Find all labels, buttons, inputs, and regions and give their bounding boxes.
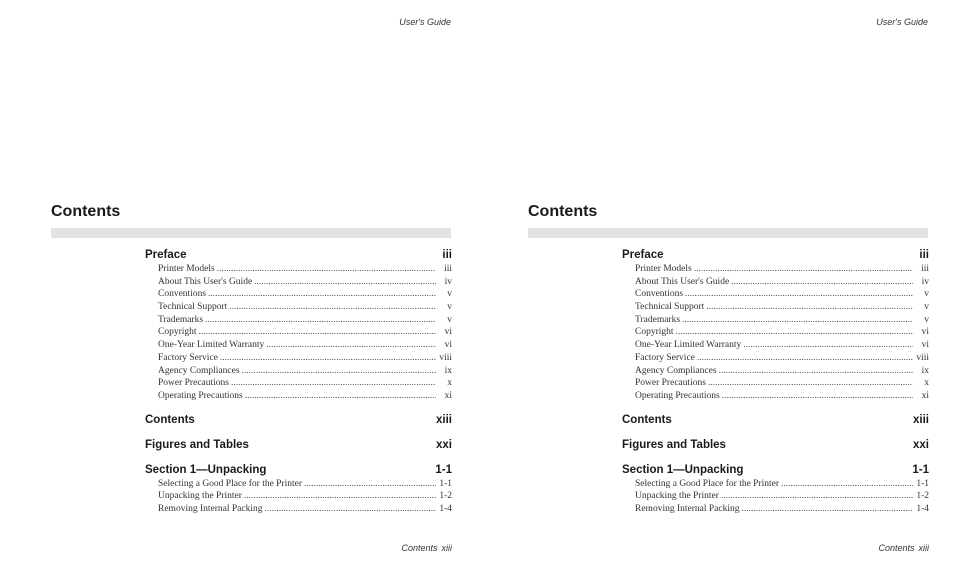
toc-entry-page: iv (921, 276, 929, 287)
dot-leader (731, 276, 913, 289)
toc-entry[interactable] (622, 339, 929, 352)
page-footer (401, 543, 452, 553)
toc-entry-title: Removing Internal Packing (158, 503, 263, 514)
dot-leader (266, 339, 436, 352)
dot-leader (220, 352, 436, 365)
title-rule (51, 228, 451, 238)
dot-leader (217, 263, 436, 276)
dot-leader (676, 326, 913, 339)
toc-entry-title: Unpacking the Printer (158, 491, 242, 502)
toc-section-title: Preface (145, 249, 187, 261)
toc-entry[interactable] (622, 365, 929, 378)
toc-entry-page: iv (444, 276, 452, 287)
title-rule (528, 228, 928, 238)
toc-entry-page: 1-4 (439, 503, 452, 514)
toc-section-heading[interactable] (145, 462, 452, 478)
toc-section-title: Preface (622, 249, 664, 261)
footer-page-number: xiii (441, 543, 452, 553)
page-right (477, 0, 954, 580)
toc-entry-title: Conventions (158, 289, 207, 300)
toc-entry[interactable] (145, 263, 452, 276)
toc-section-page: xiii (436, 413, 452, 426)
dot-leader (743, 339, 913, 352)
toc-section-heading[interactable] (145, 247, 452, 263)
toc-entry-title: Factory Service (635, 352, 695, 363)
toc-section-heading[interactable] (145, 437, 452, 453)
toc-entry-title: Copyright (635, 327, 674, 338)
toc-entry-page: xi (444, 390, 452, 401)
toc-entry[interactable] (145, 288, 452, 301)
toc-entry[interactable] (622, 263, 929, 276)
toc-entry-title: Factory Service (158, 352, 218, 363)
toc-entry-title: Removing Internal Packing (635, 503, 740, 514)
dot-leader (254, 276, 436, 289)
toc-section-title: Section 1—Unpacking (622, 463, 744, 476)
toc-entry-page: v (447, 302, 452, 313)
dot-leader (694, 263, 913, 276)
dot-leader (242, 365, 436, 378)
toc-entry-title: One-Year Limited Warranty (158, 340, 265, 351)
running-header: User's Guide (876, 17, 928, 27)
footer-page-number: xiii (918, 543, 929, 553)
toc-entry-page: v (924, 314, 929, 325)
toc-entry[interactable] (145, 276, 452, 289)
toc-entry-page: xi (921, 390, 929, 401)
toc-entry[interactable] (145, 301, 452, 314)
toc-section-page: iii (442, 249, 452, 261)
dot-leader (719, 365, 913, 378)
toc-entry-title: Operating Precautions (158, 390, 243, 401)
toc-entry-page: v (447, 314, 452, 325)
toc-entry[interactable] (622, 276, 929, 289)
toc-entry[interactable] (145, 339, 452, 352)
dot-leader (245, 390, 436, 403)
toc-section-title: Figures and Tables (622, 438, 726, 451)
footer-label: Contents (401, 543, 438, 553)
toc-section-title: Contents (145, 413, 195, 426)
toc-entry[interactable] (145, 314, 452, 327)
toc-entry[interactable] (622, 326, 929, 339)
toc-entry[interactable] (622, 288, 929, 301)
dot-leader (721, 490, 913, 503)
toc-entry-title: Printer Models (635, 264, 692, 274)
toc-section-heading[interactable] (622, 247, 929, 263)
page-footer (878, 543, 929, 553)
page-title: Contents (51, 203, 121, 220)
table-of-contents (622, 247, 929, 516)
toc-entry[interactable] (622, 314, 929, 327)
toc-entry-page: vi (444, 327, 452, 338)
toc-entry[interactable] (622, 377, 929, 390)
toc-entry[interactable] (622, 352, 929, 365)
running-header: User's Guide (399, 17, 451, 27)
toc-entry-page: iii (444, 264, 452, 274)
toc-section-page: 1-1 (435, 463, 452, 476)
toc-entry-title: Trademarks (635, 314, 681, 325)
toc-entry-title: Power Precautions (635, 378, 706, 389)
toc-entry-page: viii (439, 352, 452, 363)
toc-entry-page: ix (921, 365, 929, 376)
toc-entry-title: About This User's Guide (158, 276, 253, 287)
toc-entry-title: One-Year Limited Warranty (635, 340, 742, 351)
toc-section-heading[interactable] (622, 412, 929, 428)
toc-entry-title: Technical Support (635, 302, 705, 313)
toc-entry-page: 1-4 (916, 503, 929, 514)
toc-entry-page: vi (921, 340, 929, 351)
toc-entry-page: x (447, 378, 452, 389)
dot-leader (264, 503, 436, 516)
toc-section-heading[interactable] (622, 462, 929, 478)
toc-entry[interactable] (622, 503, 929, 516)
dot-leader (304, 478, 436, 491)
dot-leader (244, 490, 436, 503)
toc-entry-page: 1-1 (916, 478, 929, 489)
toc-section-page: xxi (436, 438, 452, 451)
toc-section-title: Section 1—Unpacking (145, 463, 267, 476)
toc-entry[interactable] (145, 365, 452, 378)
toc-entry-title: About This User's Guide (635, 276, 730, 287)
toc-entry-title: Technical Support (158, 302, 228, 313)
dot-leader (682, 314, 913, 327)
toc-section-page: xxi (913, 438, 929, 451)
toc-section-title: Contents (622, 413, 672, 426)
page-title: Contents (528, 203, 598, 220)
dot-leader (231, 377, 436, 390)
toc-entry[interactable] (145, 390, 452, 403)
toc-entry[interactable] (145, 490, 452, 503)
dot-leader (208, 288, 436, 301)
toc-entry-page: 1-1 (439, 478, 452, 489)
toc-entry-title: Trademarks (158, 314, 204, 325)
dot-leader (706, 301, 913, 314)
table-of-contents (145, 247, 452, 516)
toc-entry-title: Power Precautions (158, 378, 229, 389)
dot-leader (697, 352, 913, 365)
toc-section-page: iii (919, 249, 929, 261)
toc-entry-title: Printer Models (158, 264, 215, 274)
toc-entry-title: Unpacking the Printer (635, 491, 719, 502)
toc-entry-page: vi (444, 340, 452, 351)
dot-leader (741, 503, 913, 516)
dot-leader (205, 314, 436, 327)
toc-entry[interactable] (622, 301, 929, 314)
toc-entry-page: v (924, 302, 929, 313)
footer-label: Contents (878, 543, 915, 553)
toc-entry-page: viii (916, 352, 929, 363)
dot-leader (722, 390, 913, 403)
toc-entry-title: Operating Precautions (635, 390, 720, 401)
dot-leader (781, 478, 913, 491)
toc-entry-title: Selecting a Good Place for the Printer (158, 478, 303, 489)
dot-leader (685, 288, 913, 301)
toc-entry-page: vi (921, 327, 929, 338)
toc-entry-page: 1-2 (439, 491, 452, 502)
toc-entry[interactable] (145, 377, 452, 390)
toc-entry[interactable] (145, 478, 452, 491)
toc-entry-page: iii (921, 264, 929, 274)
toc-entry-title: Conventions (635, 289, 684, 300)
toc-entry-title: Agency Compliances (158, 365, 240, 376)
toc-entry-title: Agency Compliances (635, 365, 717, 376)
toc-entry-page: v (924, 289, 929, 300)
toc-entry[interactable] (622, 390, 929, 403)
toc-section-heading[interactable] (145, 412, 452, 428)
toc-entry[interactable] (622, 490, 929, 503)
toc-entry[interactable] (622, 478, 929, 491)
toc-entry[interactable] (145, 352, 452, 365)
toc-entry[interactable] (145, 503, 452, 516)
toc-entry-page: ix (444, 365, 452, 376)
dot-leader (708, 377, 913, 390)
toc-entry-page: 1-2 (916, 491, 929, 502)
toc-entry-page: v (447, 289, 452, 300)
toc-entry-page: x (924, 378, 929, 389)
toc-section-title: Figures and Tables (145, 438, 249, 451)
dot-leader (199, 326, 436, 339)
toc-entry-title: Selecting a Good Place for the Printer (635, 478, 780, 489)
toc-entry[interactable] (145, 326, 452, 339)
toc-section-page: xiii (913, 413, 929, 426)
toc-section-heading[interactable] (622, 437, 929, 453)
dot-leader (229, 301, 436, 314)
toc-entry-title: Copyright (158, 327, 197, 338)
toc-section-page: 1-1 (912, 463, 929, 476)
